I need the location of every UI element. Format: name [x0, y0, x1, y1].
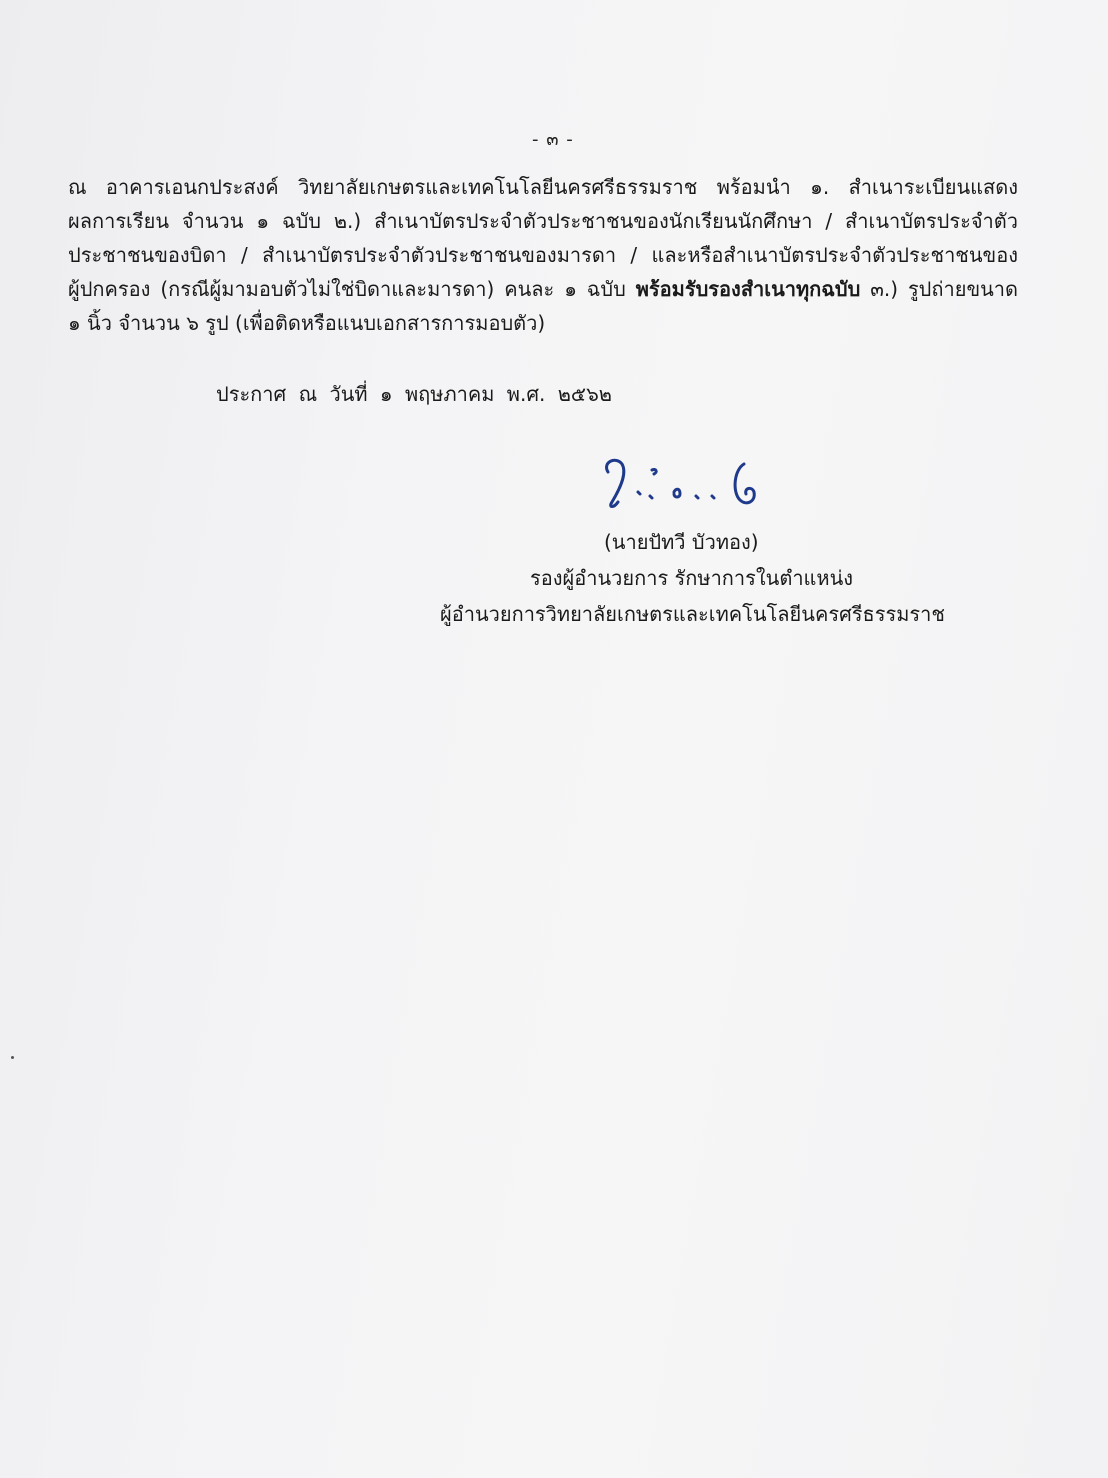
paper-speck [11, 1056, 14, 1059]
emphasis-text: พร้อมรับรองสำเนาทุกฉบับ [635, 277, 861, 301]
signatory-name: (นายปัทวี บัวทอง) [604, 530, 759, 554]
page-number: - ๓ - [532, 129, 574, 150]
signatory-title-line-1: รองผู้อำนวยการ รักษาการในตำแหน่ง [530, 566, 854, 590]
paragraph-line: ผลการเรียน จำนวน ๑ ฉบับ ๒.) สำเนาบัตรประจำตัวประชาชนของนักเรียนนักศึกษา / สำเนาบัตรประจำตัว [68, 209, 1018, 233]
signatory-title-line-2: ผู้อำนวยการวิทยาลัยเกษตรและเทคโนโลยีนครศรีธรรมราช [440, 602, 945, 626]
handwritten-signature [594, 452, 784, 522]
paragraph-line: ณ อาคารเอนกประสงค์ วิทยาลัยเกษตรและเทคโนโลยีนครศรีธรรมราช พร้อมนำ ๑. สำเนาระเบียนแสดง [68, 175, 1018, 199]
paragraph-line [68, 272, 1018, 306]
announcement-date: ประกาศ ณ วันที่ ๑ พฤษภาคม พ.ศ. ๒๕๖๒ [216, 382, 612, 406]
body-paragraph [68, 170, 1018, 340]
paragraph-line: ประชาชนของบิดา / สำเนาบัตรประจำตัวประชาชนของมารดา / และหรือสำเนาบัตรประจำตัวประชาชนของ [68, 243, 1018, 267]
paragraph-text: ผู้ปกครอง (กรณีผู้มามอบตัวไม่ใช่บิดาและมารดา) คนละ ๑ ฉบับ [68, 277, 636, 301]
paragraph-text: ๓.) รูปถ่ายขนาด [860, 277, 1019, 301]
paragraph-line: ๑ นิ้ว จำนวน ๖ รูป (เพื่อติดหรือแนบเอกสารการมอบตัว) [68, 311, 546, 335]
